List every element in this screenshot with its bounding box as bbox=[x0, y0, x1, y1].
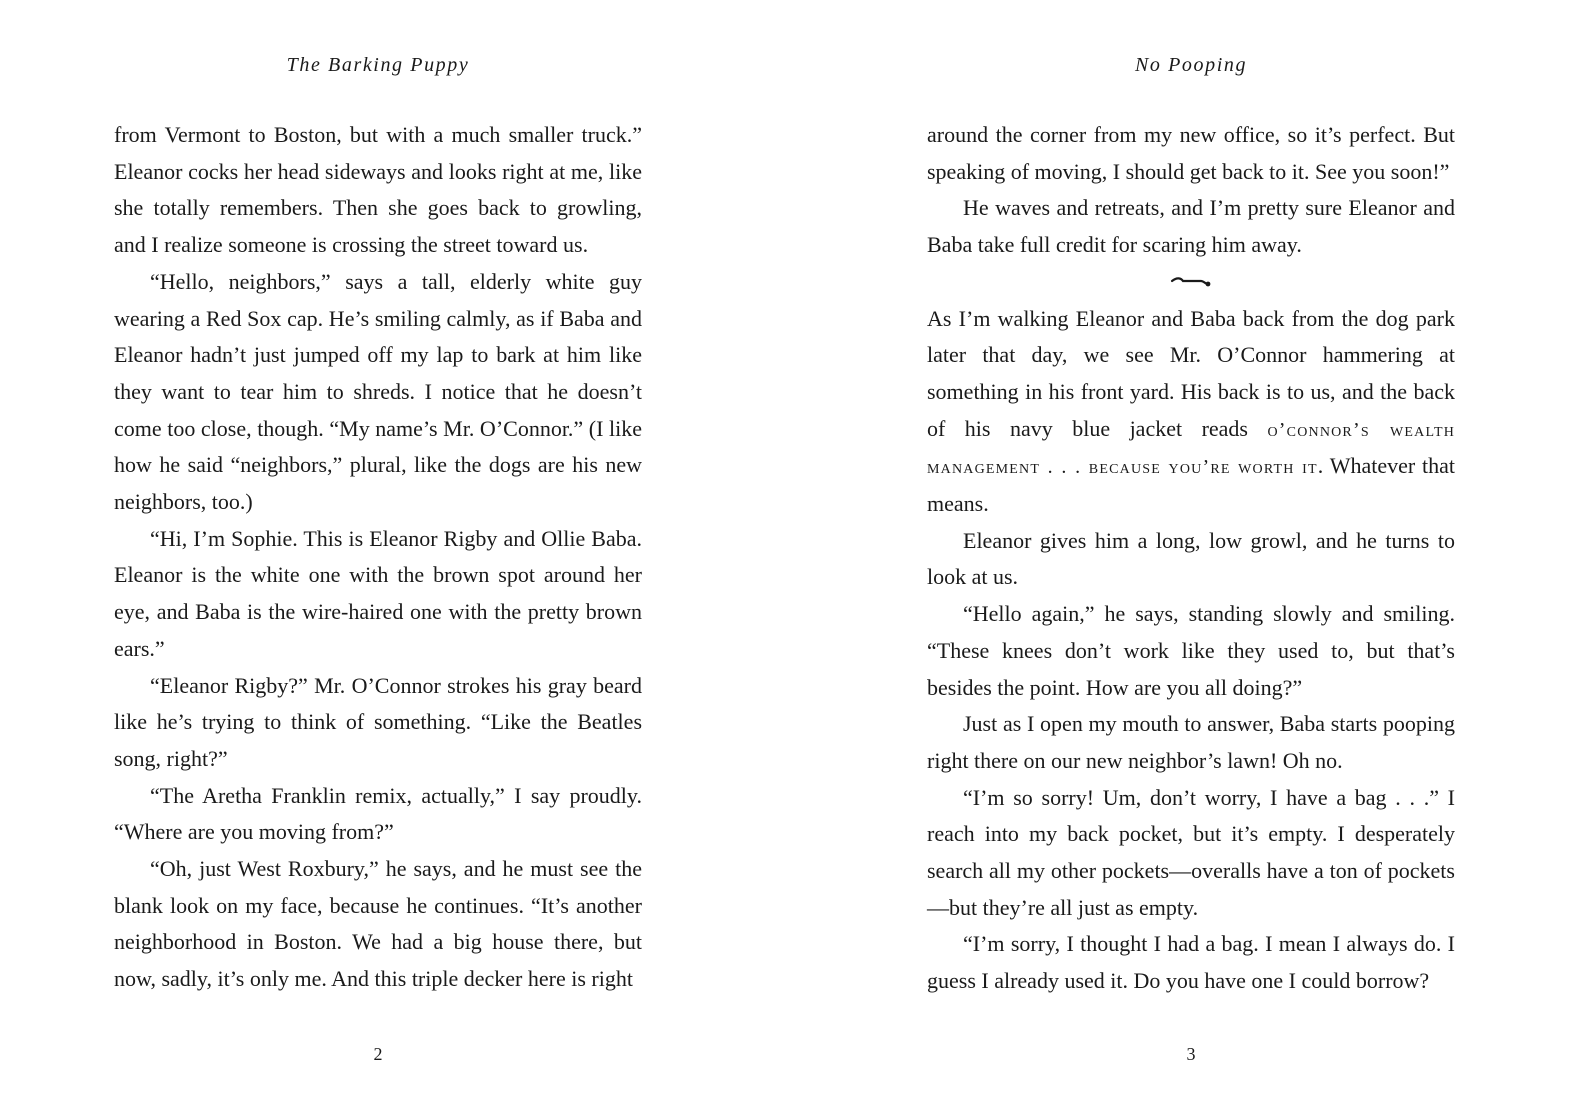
paragraph: He waves and retreats, and I’m pretty sure Eleanor and Baba take full credit for scaring him away. bbox=[927, 195, 1455, 258]
paragraph: “The Aretha Franklin remix, actually,” I say proudly. “Where are you moving from?” bbox=[114, 782, 642, 845]
paragraph: “Oh, just West Roxbury,” he says, and he must see the blank look on my face, because he continues. “It’s another neighborhood in Boston. We had a big house there, but now, sadly, it’s only me. And this triple decker here is right bbox=[114, 856, 642, 992]
paragraph: “I’m sorry, I thought I had a bag. I mean I always do. I guess I already used it. Do you have one I could borrow? bbox=[927, 931, 1455, 994]
page-number-left: 2 bbox=[373, 1044, 383, 1064]
paragraph-jacket bbox=[927, 301, 1455, 523]
right-page-text bbox=[927, 117, 1455, 1000]
page-number-right: 3 bbox=[1186, 1044, 1196, 1064]
paragraph: “I’m so sorry! Um, don’t worry, I have a bag . . .” I reach into my back pocket, but it’s empty. I desperately search all my other pockets—overalls have a ton of pockets—but they’re all just as empty. bbox=[927, 784, 1455, 920]
paragraph: from Vermont to Boston, but with a much smaller truck.” Eleanor cocks her head sideways and looks right at me, like she totally remembers. Then she goes back to growling, and I realize someone is crossing the street toward us. bbox=[114, 122, 642, 258]
paragraph: Eleanor gives him a long, low growl, and he turns to look at us. bbox=[927, 527, 1455, 590]
paragraph: “Hello, neighbors,” says a tall, elderly white guy wearing a Red Sox cap. He’s smiling calmly, as if Baba and Eleanor hadn’t just jumped off my lap to bark at him like they want to tear him to shreds. I notice that he doesn’t come too close, though. “My name’s Mr. O’Connor.” (I like how he said “neighbors,” plural, like the dogs are his new neighbors, too.) bbox=[114, 268, 642, 515]
flourish-ornament-icon bbox=[927, 264, 1455, 301]
jacket-lettering: o’connor’s wealth management . . . because you’re worth it bbox=[927, 418, 1456, 479]
jacket-para-before: As I’m walking Eleanor and Baba back from the dog park later that day, we see Mr. O’Connor hammering at something in his front yard. His back is to us, and the back of his navy blue jacket reads bbox=[927, 305, 1455, 441]
running-head-left: The Barking Puppy bbox=[286, 54, 470, 76]
left-page-text bbox=[114, 117, 642, 998]
paragraph: around the corner from my new office, so it’s perfect. But speaking of moving, I should get back to it. See you soon!” bbox=[927, 122, 1455, 184]
paragraph: “Eleanor Rigby?” Mr. O’Connor strokes his gray beard like he’s trying to think of something. “Like the Beatles song, right?” bbox=[114, 672, 642, 771]
right-page bbox=[792, 0, 1584, 1116]
paragraph: Just as I open my mouth to answer, Baba starts pooping right there on our new neighbor’s lawn! Oh no. bbox=[927, 711, 1455, 773]
paragraph: “Hello again,” he says, standing slowly and smiling. “These knees don’t work like they used to, but that’s besides the point. How are you all doing?” bbox=[927, 601, 1455, 700]
running-head-right: No Pooping bbox=[1134, 54, 1248, 76]
paragraph: “Hi, I’m Sophie. This is Eleanor Rigby and Ollie Baba. Eleanor is the white one with the brown spot around her eye, and Baba is the wire-haired one with the pretty brown ears.” bbox=[114, 525, 642, 661]
jacket-para-after: . Whatever that means. bbox=[927, 453, 1456, 517]
